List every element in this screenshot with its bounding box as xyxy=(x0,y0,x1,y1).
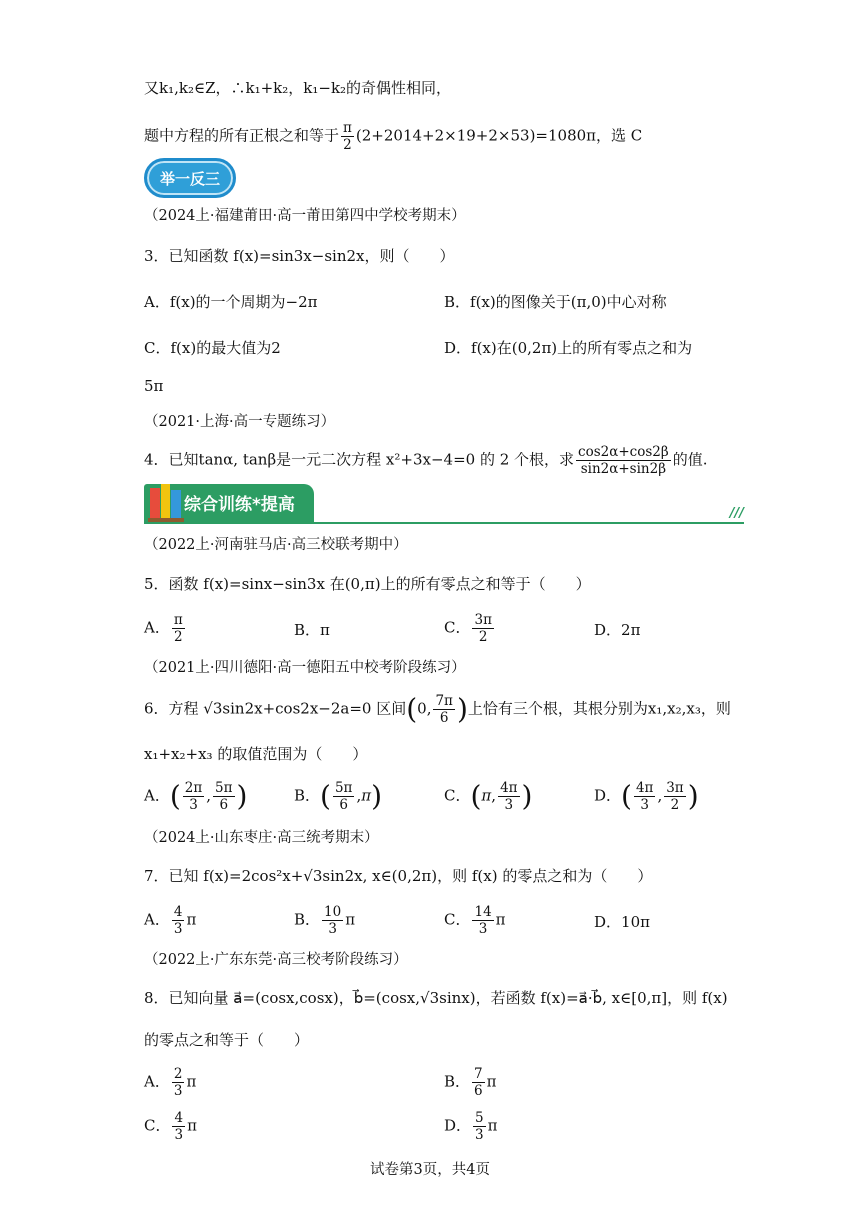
intro-line-2 xyxy=(144,120,642,153)
q5-option-c: C． $\frac{3\pi}{2}$ xyxy=(444,612,492,645)
q6-source: （2021上·四川德阳·高一德阳五中校考阶段练习） xyxy=(144,660,466,676)
q8-stem: 8．已知向量 a⃗=(cosx,cosx)，b⃗=(cosx,√3sinx)，若函数 f(x)=a⃗·b⃗, x∈[0,π]，则 f(x) xyxy=(144,989,728,1007)
q7-option-a: A． $\frac{4}{3}$ π xyxy=(144,904,197,937)
q3-option-d: D．f(x)在(0,2π)上的所有零点之和为 xyxy=(444,339,693,357)
banner-slashes: /// xyxy=(729,506,744,521)
q5-option-b: B．π xyxy=(294,621,330,639)
q8-stem-2: 的零点之和等于（ ） xyxy=(144,1031,310,1049)
section-banner xyxy=(144,480,744,526)
q8-option-d: D． $\frac{5}{3}$ π xyxy=(444,1110,498,1143)
books-icon xyxy=(148,480,188,526)
q3-source: （2024上·福建莆田·高一莆田第四中学校考期末） xyxy=(144,208,466,224)
intro-line-1: 又k₁,k₂∈Z，∴k₁+k₂，k₁−k₂的奇偶性相同， xyxy=(144,79,452,97)
pi-half-fraction: $\frac{\pi}{2}$ xyxy=(343,120,352,153)
q8-option-b: B． $\frac{7}{6}$ π xyxy=(444,1066,497,1099)
q6-option-c: C．(π, $\frac{4\pi}{3}$ ) xyxy=(444,779,533,813)
q7-option-d: D．10π xyxy=(594,913,650,931)
q5-option-d: D．2π xyxy=(594,621,641,639)
q7-stem: 7．已知 f(x)=2cos²x+√3sin2x, x∈(0,2π)，则 f(x) 的零点之和为（ ） xyxy=(144,867,653,885)
q6-stem-2: x₁+x₂+x₃ 的取值范围为（ ） xyxy=(144,745,368,763)
q7-option-b: B． $\frac{10}{3}$ π xyxy=(294,904,356,937)
q5-stem: 5．函数 f(x)=sinx−sin3x 在(0,π)上的所有零点之和等于（ ） xyxy=(144,575,591,593)
q3-option-d-wrap: 5π xyxy=(144,377,164,395)
q4-fraction: $\frac{\cos 2\alpha+\cos 2\beta}{\sin 2\alpha+\sin 2\beta}$ xyxy=(578,444,669,477)
q3-stem: 3．已知函数 f(x)=sin3x−sin2x，则（ ） xyxy=(144,247,455,265)
banner-title: 综合训练*提高 xyxy=(184,495,295,515)
intro-text: 题中方程的所有正根之和等于 xyxy=(144,126,340,145)
q6-option-d: D．( $\frac{4\pi}{3}$ , $\frac{3\pi}{2}$ ) xyxy=(594,779,699,813)
q8-source: （2022上·广东东莞·高三校考阶段练习） xyxy=(144,952,408,968)
q6-stem: 6．方程 √3sin2x+cos2x−2a=0 区间(0, $\frac{7\pi}{6}$ )上恰有三个根，其根分别为x₁,x₂,x₃，则 xyxy=(144,692,731,726)
intro-expression: (2+2014+2×19+2×53)=1080π，选 C xyxy=(355,126,643,145)
q7-source: （2024上·山东枣庄·高三统考期末） xyxy=(144,830,379,846)
q8-option-c: C． $\frac{4}{3}$ π xyxy=(144,1110,197,1143)
q6-option-b: B．( $\frac{5\pi}{6}$ ,π) xyxy=(294,779,383,813)
q5-option-a: A． $\frac{\pi}{2}$ xyxy=(144,612,183,645)
q3-option-c: C．f(x)的最大值为2 xyxy=(144,339,281,357)
q4-source: （2021·上海·高一专题练习） xyxy=(144,414,336,430)
banner-rule xyxy=(144,522,744,524)
q4-stem xyxy=(144,444,707,477)
q3-option-b: B．f(x)的图像关于(π,0)中心对称 xyxy=(444,293,667,311)
q4-stem-post: 的值. xyxy=(672,450,708,469)
q7-option-c: C． $\frac{14}{3}$ π xyxy=(444,904,506,937)
q5-source: （2022上·河南驻马店·高三校联考期中） xyxy=(144,537,408,553)
q8-option-a: A． $\frac{2}{3}$ π xyxy=(144,1066,197,1099)
q4-stem-pre: 4．已知tanα, tanβ是一元二次方程 x²+3x−4=0 的 2 个根，求 xyxy=(144,450,575,469)
section-badge: 举一反三 xyxy=(144,158,236,198)
q3-option-a: A．f(x)的一个周期为−2π xyxy=(144,293,318,311)
q6-option-a: A．( $\frac{2\pi}{3}$ , $\frac{5\pi}{6}$ ) xyxy=(144,779,248,813)
page-footer: 试卷第3页，共4页 xyxy=(370,1162,490,1178)
